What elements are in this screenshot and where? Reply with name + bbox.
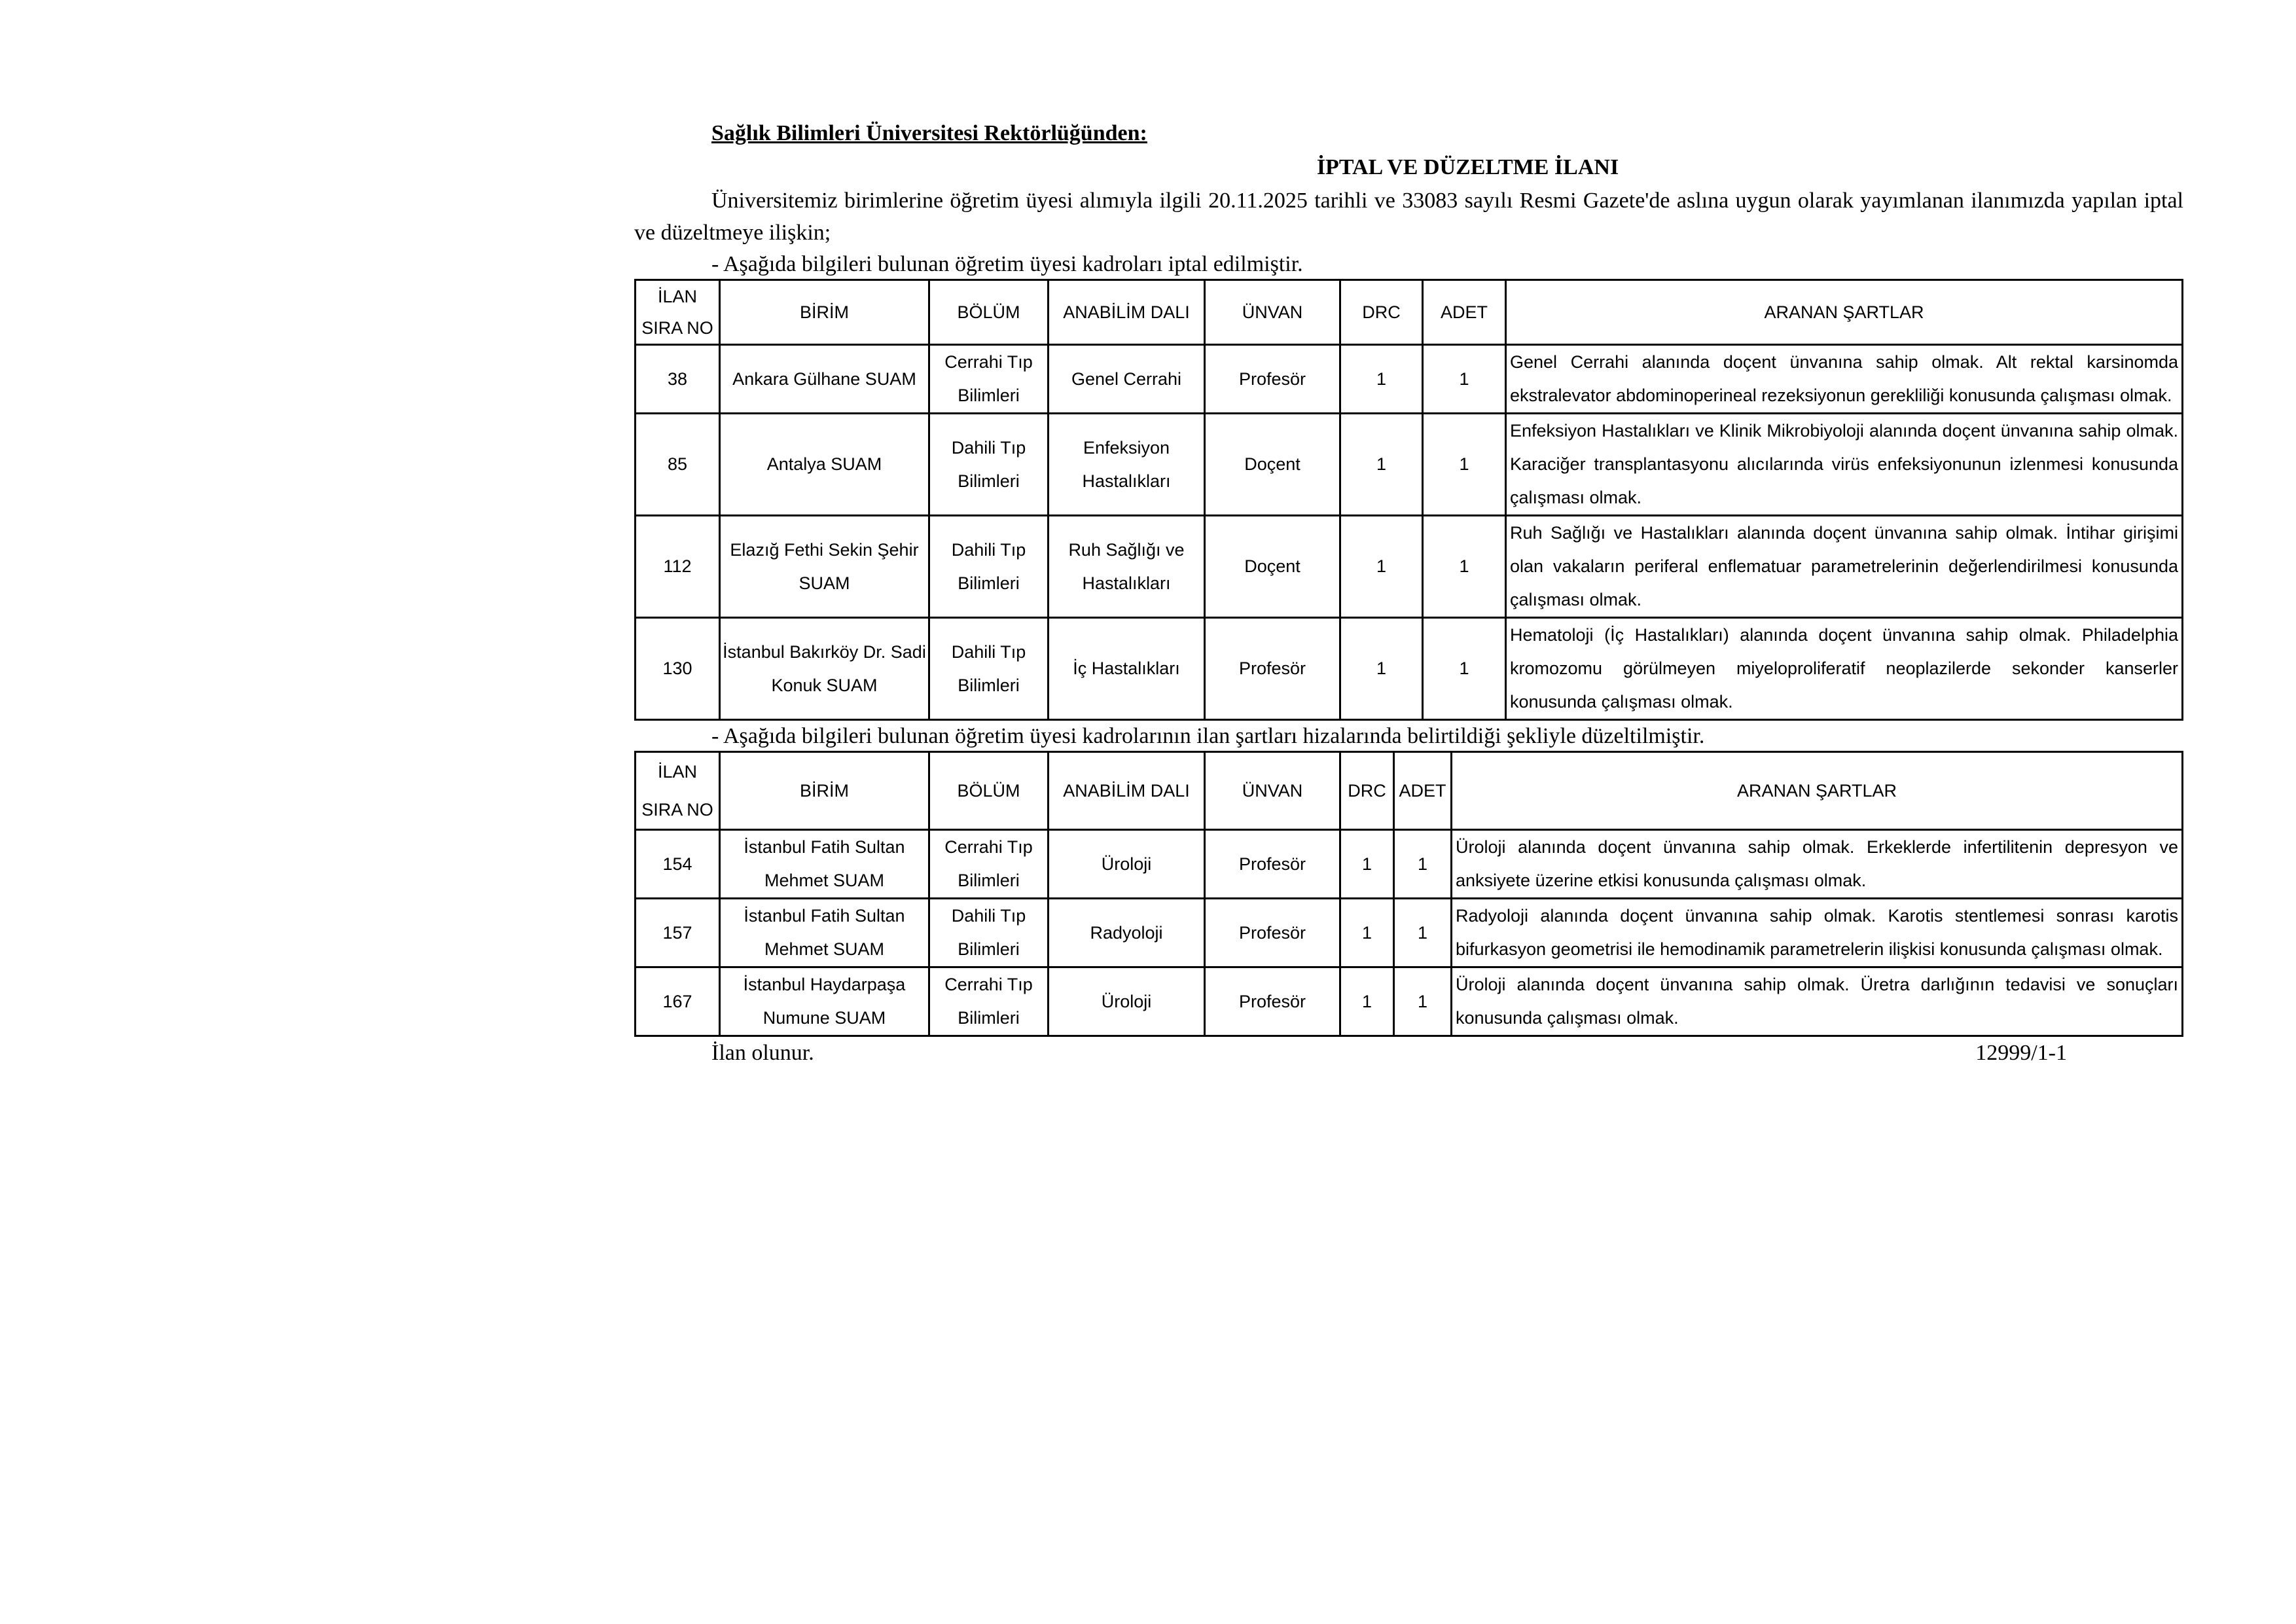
cell-no: 157 [636, 899, 720, 967]
cell-no: 85 [636, 414, 720, 516]
cell-bolum: Dahili Tıp Bilimleri [929, 516, 1049, 618]
cell-unvan: Profesör [1205, 899, 1340, 967]
col-header-adet: ADET [1423, 280, 1506, 345]
cell-unvan: Doçent [1205, 516, 1340, 618]
cell-anabilim: Üroloji [1049, 830, 1205, 899]
cell-birim: Elazığ Fethi Sekin Şehir SUAM [720, 516, 929, 618]
cell-drc: 1 [1340, 967, 1394, 1036]
cell-adet: 1 [1394, 899, 1452, 967]
cell-sartlar: Üroloji alanında doçent ünvanına sahip olmak. Üretra darlığının tedavisi ve sonuçları konusunda çalışması olmak. [1452, 967, 2183, 1036]
cell-sartlar: Üroloji alanında doçent ünvanına sahip olmak. Erkeklerde infertilitenin depresyon ve anksiyete üzerine etkisi konusunda çalışması olmak. [1452, 830, 2183, 899]
cell-anabilim: Radyoloji [1049, 899, 1205, 967]
cell-birim: İstanbul Bakırköy Dr. Sadi Konuk SUAM [720, 618, 929, 720]
cell-bolum: Dahili Tıp Bilimleri [929, 899, 1049, 967]
cell-anabilim: Genel Cerrahi [1049, 345, 1205, 414]
col-header-birim: BİRİM [720, 280, 929, 345]
table-header-row [636, 280, 2183, 345]
col-header-unvan: ÜNVAN [1205, 752, 1340, 830]
cell-anabilim: Üroloji [1049, 967, 1205, 1036]
cell-drc: 1 [1340, 345, 1423, 414]
col-header-birim: BİRİM [720, 752, 929, 830]
col-header-ilan-sira-no: İLAN SIRA NO [636, 752, 720, 830]
cancellation-note: - Aşağıda bilgileri bulunan öğretim üyesi kadroları iptal edilmiştir. [711, 252, 1303, 276]
cell-drc: 1 [1340, 618, 1423, 720]
cell-bolum: Cerrahi Tıp Bilimleri [929, 345, 1049, 414]
announcement-title: İPTAL VE DÜZELTME İLANI [1316, 155, 1619, 179]
corrected-positions-table [634, 751, 2183, 1037]
table-row [636, 899, 2183, 967]
cell-bolum: Cerrahi Tıp Bilimleri [929, 830, 1049, 899]
cell-sartlar: Genel Cerrahi alanında doçent ünvanına sahip olmak. Alt rektal karsinomda ekstralevator abdominoperineal rezeksiyonun gerekliliği konusunda çalışması olmak. [1506, 345, 2183, 414]
col-header-anabilim-dali: ANABİLİM DALI [1049, 280, 1205, 345]
col-header-ilan-sira-no: İLAN SIRA NO [636, 280, 720, 345]
cell-drc: 1 [1340, 414, 1423, 516]
cell-birim: Ankara Gülhane SUAM [720, 345, 929, 414]
col-header-aranan-sartlar: ARANAN ŞARTLAR [1452, 752, 2183, 830]
cell-bolum: Dahili Tıp Bilimleri [929, 414, 1049, 516]
cell-drc: 1 [1340, 516, 1423, 618]
cell-adet: 1 [1423, 414, 1506, 516]
cell-sartlar: Radyoloji alanında doçent ünvanına sahip olmak. Karotis stentlemesi sonrası karotis bifurkasyon geometrisi ile hemodinamik parametrelerin ilişkisi konusunda çalışması olmak. [1452, 899, 2183, 967]
correction-note: - Aşağıda bilgileri bulunan öğretim üyesi kadrolarının ilan şartları hizalarında belirtildiği şekliyle düzeltilmiştir. [711, 724, 1705, 748]
closing-text: İlan olunur. [711, 1041, 814, 1065]
intro-paragraph: Üniversitemiz birimlerine öğretim üyesi alımıyla ilgili 20.11.2025 tarihli ve 33083 sayılı Resmi Gazete'de aslına uygun olarak yayımlanan ilanımızda yapılan iptal ve düzeltmeye ilişkin; [634, 189, 2183, 245]
cell-sartlar: Enfeksiyon Hastalıkları ve Klinik Mikrobiyoloji alanında doçent ünvanına sahip olmak. Karaciğer transplantasyonu alıcılarında virüs enfeksiyonunun izlenmesi konusunda çalışması olmak. [1506, 414, 2183, 516]
institution-heading: Sağlık Bilimleri Üniversitesi Rektörlüğünden: [711, 121, 1147, 145]
table-row [636, 830, 2183, 899]
cell-birim: Antalya SUAM [720, 414, 929, 516]
cell-adet: 1 [1423, 516, 1506, 618]
col-header-bolum: BÖLÜM [929, 752, 1049, 830]
cell-birim: İstanbul Fatih Sultan Mehmet SUAM [720, 830, 929, 899]
table-header-row [636, 752, 2183, 830]
cell-bolum: Dahili Tıp Bilimleri [929, 618, 1049, 720]
cell-birim: İstanbul Fatih Sultan Mehmet SUAM [720, 899, 929, 967]
cell-unvan: Profesör [1205, 967, 1340, 1036]
col-header-unvan: ÜNVAN [1205, 280, 1340, 345]
cell-unvan: Doçent [1205, 414, 1340, 516]
cell-drc: 1 [1340, 830, 1394, 899]
cell-bolum: Cerrahi Tıp Bilimleri [929, 967, 1049, 1036]
table-row [636, 516, 2183, 618]
cell-anabilim: Ruh Sağlığı ve Hastalıkları [1049, 516, 1205, 618]
cell-sartlar: Ruh Sağlığı ve Hastalıkları alanında doçent ünvanına sahip olmak. İntihar girişimi olan vakaların periferal enflematuar parametrelerinin değerlendirilmesi konusunda çalışması olmak. [1506, 516, 2183, 618]
cell-anabilim: Enfeksiyon Hastalıkları [1049, 414, 1205, 516]
cell-adet: 1 [1394, 967, 1452, 1036]
cell-anabilim: İç Hastalıkları [1049, 618, 1205, 720]
table-row [636, 345, 2183, 414]
cell-no: 38 [636, 345, 720, 414]
cell-no: 112 [636, 516, 720, 618]
col-header-anabilim-dali: ANABİLİM DALI [1049, 752, 1205, 830]
cell-drc: 1 [1340, 899, 1394, 967]
col-header-bolum: BÖLÜM [929, 280, 1049, 345]
cell-no: 130 [636, 618, 720, 720]
cell-no: 154 [636, 830, 720, 899]
col-header-drc: DRC [1340, 752, 1394, 830]
table-row [636, 618, 2183, 720]
table-row [636, 414, 2183, 516]
cell-adet: 1 [1423, 618, 1506, 720]
cell-unvan: Profesör [1205, 345, 1340, 414]
col-header-drc: DRC [1340, 280, 1423, 345]
col-header-aranan-sartlar: ARANAN ŞARTLAR [1506, 280, 2183, 345]
footer [634, 1037, 2183, 1070]
cell-unvan: Profesör [1205, 830, 1340, 899]
announcement-document [634, 117, 2183, 1070]
cell-no: 167 [636, 967, 720, 1036]
table-row [636, 967, 2183, 1036]
cell-birim: İstanbul Haydarpaşa Numune SUAM [720, 967, 929, 1036]
cell-unvan: Profesör [1205, 618, 1340, 720]
reference-number: 12999/1-1 [1975, 1041, 2067, 1065]
cell-adet: 1 [1423, 345, 1506, 414]
cell-adet: 1 [1394, 830, 1452, 899]
cancelled-positions-table [634, 279, 2183, 721]
col-header-adet: ADET [1394, 752, 1452, 830]
cell-sartlar: Hematoloji (İç Hastalıkları) alanında doçent ünvanına sahip olmak. Philadelphia kromozomu görülmeyen miyeloproliferatif neoplazilerde sekonder kanserler konusunda çalışması olmak. [1506, 618, 2183, 720]
